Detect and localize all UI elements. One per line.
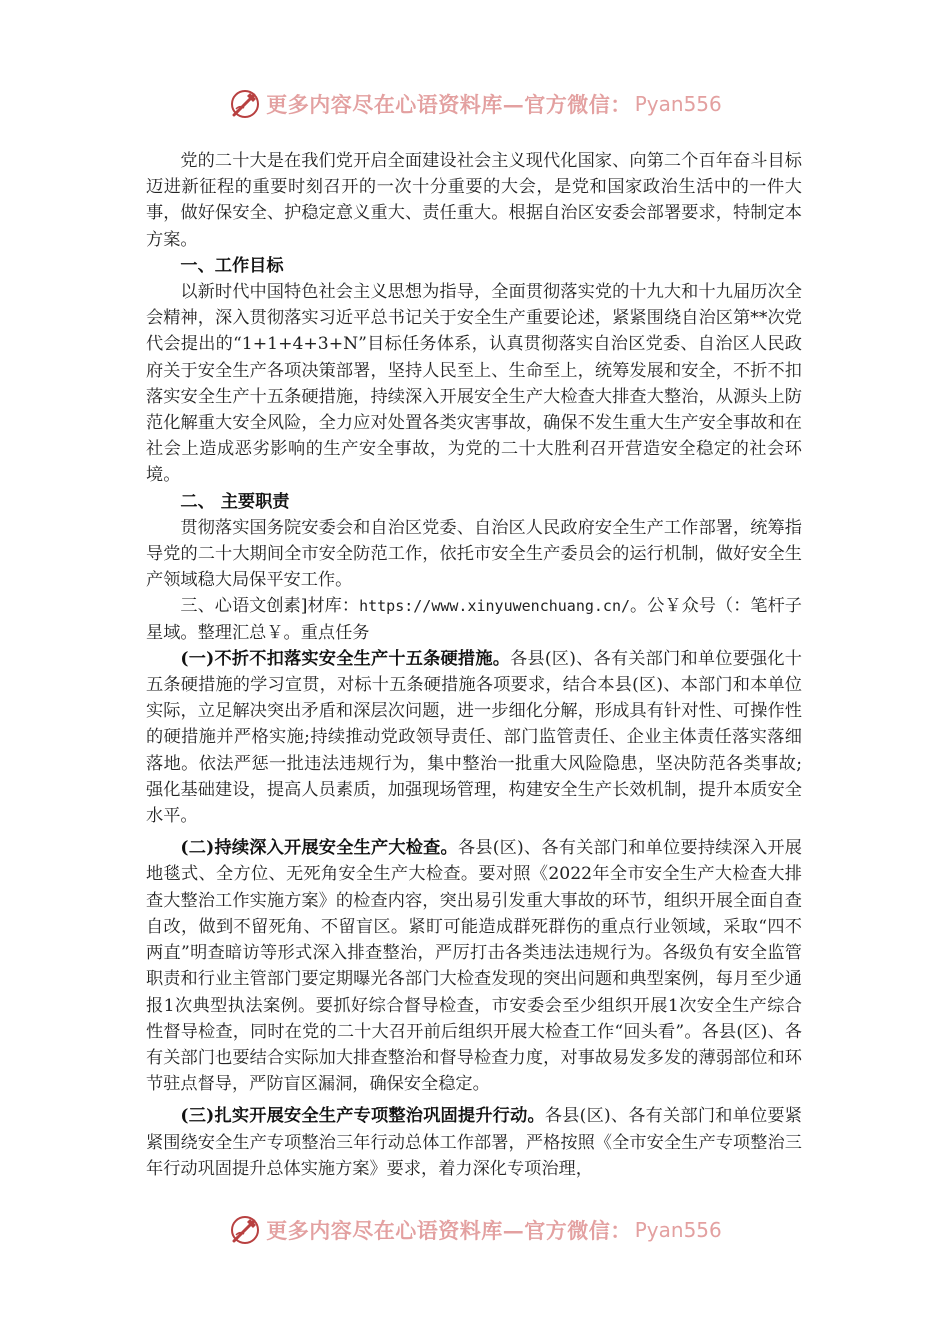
task-3-title: (三)扎实开展安全生产专项整治巩固提升行动。	[180, 1106, 545, 1127]
tasks-heading-suffix: 。公￥众号（：笔杆子星域。整理汇总￥。重点任务	[146, 596, 802, 643]
watermark-text: 更多内容尽在心语资料库—官方微信：	[266, 92, 632, 117]
task-1-title: (一)不折不扣落实安全生产十五条硬措施。	[180, 648, 511, 669]
task-1-paragraph	[146, 646, 802, 829]
tasks-heading-prefix: 三、心语文创素]材库：	[180, 596, 360, 617]
task-2-body: 各县(区)、各有关部门和单位要持续深入开展地毯式、全方位、无死角安全生产大检查。要对照《2022年全市安全生产大检查大排查大整治工作实施方案》的检查内容，突出易引发重大事故的环节，组织开展全面自查自改，做到不留死角、不留盲区。紧盯可能造成群死群伤的重点行业领域，采取“四不两直”明查暗访等形式深入排查整治，严厉打击各类违法违规行为。各级负有安全监管职责和行业主管部门要定期曝光各部门大检查发现的突出问题和典型案例，每月至少通报1次典型执法案例。要抓好综合督导检查，市安委会至少组织开展1次安全生产综合性督导检查，同时在党的二十大召开前后组织开展大检查工作“回头看”。各县(区)、各有关部门也要结合实际加大排查整治和督导检查力度，对事故易发多发的薄弱部位和环节驻点督导，严防盲区漏洞，确保安全稳定。	[146, 838, 802, 1095]
section-heading-tasks	[146, 593, 802, 645]
watermark-banner-top	[0, 82, 950, 126]
task-2-title: (二)持续深入开展安全生产大检查。	[180, 838, 458, 859]
pen-logo-icon	[228, 1213, 262, 1247]
watermark-wechat-id: Pyan556	[634, 1218, 722, 1242]
task-3-paragraph	[146, 1103, 802, 1182]
intro-paragraph: 党的二十大是在我们党开启全面建设社会主义现代化国家、向第二个百年奋斗目标迈进新征程的重要时刻召开的一次十分重要的大会，是党和国家政治生活中的一件大事，做好保安全、护稳定意义重大、责任重大。根据自治区安委会部署要求，特制定本方案。	[146, 151, 802, 250]
document-body	[146, 148, 802, 1182]
task-1-body: 各县(区)、各有关部门和单位要强化十五条硬措施的学习宣贯，对标十五条硬措施各项要求，结合本县(区)、本部门和本单位实际，立足解决突出矛盾和深层次问题，进一步细化分解，形成具有针对性、可操作性的硬措施并严格实施;持续推动党政领导责任、部门监管责任、企业主体责任落实落细落地。依法严惩一批违法违规行为，集中整治一批重大风险隐患，坚决防范各类事故;强化基础建设，提高人员素质，加强现场管理，构建安全生产长效机制，提升本质安全水平。	[146, 648, 802, 827]
task-3-body: 各县(区)、各有关部门和单位要紧紧围绕安全生产专项整治三年行动总体工作部署，严格按照《全市安全生产专项整治三年行动巩固提升总体实施方案》要求，着力深化专项治理，	[146, 1106, 802, 1179]
goals-paragraph: 以新时代中国特色社会主义思想为指导，全面贯彻落实党的十九大和十九届历次全会精神，深入贯彻落实习近平总书记关于安全生产重要论述，紧紧围绕自治区第**次党代会提出的“1+1+4+3+N”目标任务体系，认真贯彻落实自治区党委、自治区人民政府关于安全生产各项决策部署，坚持人民至上、生命至上，统筹发展和安全，不折不扣落实安全生产十五条硬措施，持续深入开展安全生产大检查大排查大整治，从源头上防范化解重大安全风险，全力应对处置各类灾害事故，确保不发生重大生产安全事故和在社会上造成恶劣影响的生产安全事故，为党的二十大胜利召开营造安全稳定的社会环境。	[146, 282, 802, 486]
section-heading-goals: 一、工作目标	[180, 255, 284, 276]
section-heading-duties: 二、 主要职责	[180, 491, 290, 512]
watermark-banner-bottom	[0, 1208, 950, 1252]
task-2-paragraph	[146, 835, 802, 1097]
watermark-text: 更多内容尽在心语资料库—官方微信：	[266, 1218, 632, 1243]
watermark-wechat-id: Pyan556	[634, 92, 722, 116]
source-url: https://www.xinyuwenchuang.cn/	[359, 597, 631, 616]
duties-paragraph: 贯彻落实国务院安委会和自治区党委、自治区人民政府安全生产工作部署，统筹指导党的二十大期间全市安全防范工作，依托市安全生产委员会的运行机制，做好安全生产领域稳大局保平安工作。	[146, 517, 802, 591]
pen-logo-icon	[228, 87, 262, 121]
